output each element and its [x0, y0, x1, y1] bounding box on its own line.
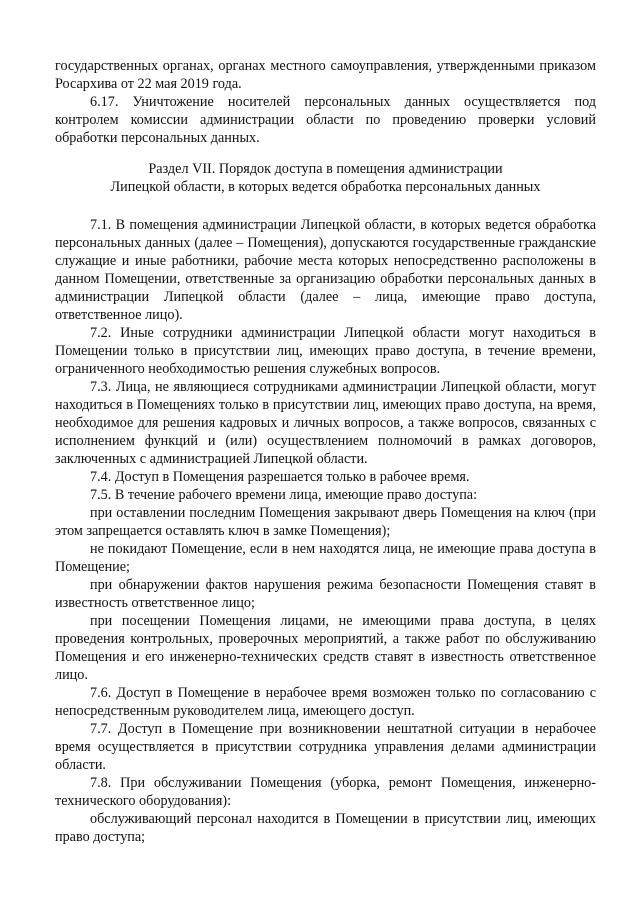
paragraph-7-5-item-1: при оставлении последним Помещения закрывают дверь Помещения на ключ (при этом запрещается оставлять ключ в замке Помещения);	[55, 505, 596, 539]
paragraph-6-17: 6.17. Уничтожение носителей персональных данных осуществляется под контролем комиссии администрации области по проведению проверки условий обработки персональных данных.	[55, 94, 596, 146]
paragraph-7-4: 7.4. Доступ в Помещения разрешается только в рабочее время.	[90, 469, 470, 485]
paragraph-7-5-item-3: при обнаружении фактов нарушения режима безопасности Помещения ставят в известность ответственное лицо;	[55, 577, 596, 611]
paragraph-7-7: 7.7. Доступ в Помещение при возникновении нештатной ситуации в нерабочее время осуществляется в присутствии сотрудника управления делами администрации области.	[55, 721, 596, 773]
paragraph-7-1: 7.1. В помещения администрации Липецкой области, в которых ведется обработка персональных данных (далее – Помещения), допускаются государственные гражданские служащие и иные работники, рабочие места которых непосредственно расположены в данном Помещении, ответственные за организацию обработки персональных данных в администрации Липецкой области (далее – лица, имеющие право доступа, ответственное лицо).	[55, 217, 596, 323]
paragraph-7-3: 7.3. Лица, не являющиеся сотрудниками администрации Липецкой области, могут находиться в Помещениях только в присутствии лиц, имеющих право доступа, на время, необходимое для решения кадровых и личных вопросов, а также вопросов, связанных с исполнением функций и (или) осуществлением полномочий в рамках договоров, заключенных с администрацией Липецкой области.	[55, 379, 596, 467]
paragraph-7-5-item-4: при посещении Помещения лицами, не имеющими права доступа, в целях проведения контрольных, проверочных мероприятий, а также работ по обслуживанию Помещения и его инженерно-технических средств ставят в известность ответственное лицо.	[55, 613, 596, 683]
paragraph-7-6: 7.6. Доступ в Помещение в нерабочее время возможен только по согласованию с непосредственным руководителем лица, имеющего доступ.	[55, 685, 596, 719]
paragraph-7-5: 7.5. В течение рабочего времени лица, имеющие право доступа:	[90, 487, 478, 503]
document-page	[55, 57, 596, 846]
section-title-line-2: Липецкой области, в которых ведется обработка персональных данных	[110, 179, 541, 195]
paragraph-7-8: 7.8. При обслуживании Помещения (уборка, ремонт Помещения, инженерно-технического оборудования):	[55, 775, 596, 809]
paragraph-7-8-item-1: обслуживающий персонал находится в Помещении в присутствии лиц, имеющих право доступа;	[55, 811, 596, 845]
section-heading	[55, 160, 596, 196]
paragraph-7-5-item-2: не покидают Помещение, если в нем находятся лица, не имеющие права доступа в Помещение;	[55, 541, 596, 575]
paragraph-7-2: 7.2. Иные сотрудники администрации Липецкой области могут находиться в Помещении только в присутствии лиц, имеющих право доступа, в течение времени, ограниченного необходимостью решения служебных вопросов.	[55, 325, 596, 377]
section-title-line-1: Раздел VII. Порядок доступа в помещения администрации	[148, 161, 503, 177]
continued-paragraph: государственных органах, органах местного самоуправления, утвержденными приказом Росархива от 22 мая 2019 года.	[55, 58, 596, 92]
